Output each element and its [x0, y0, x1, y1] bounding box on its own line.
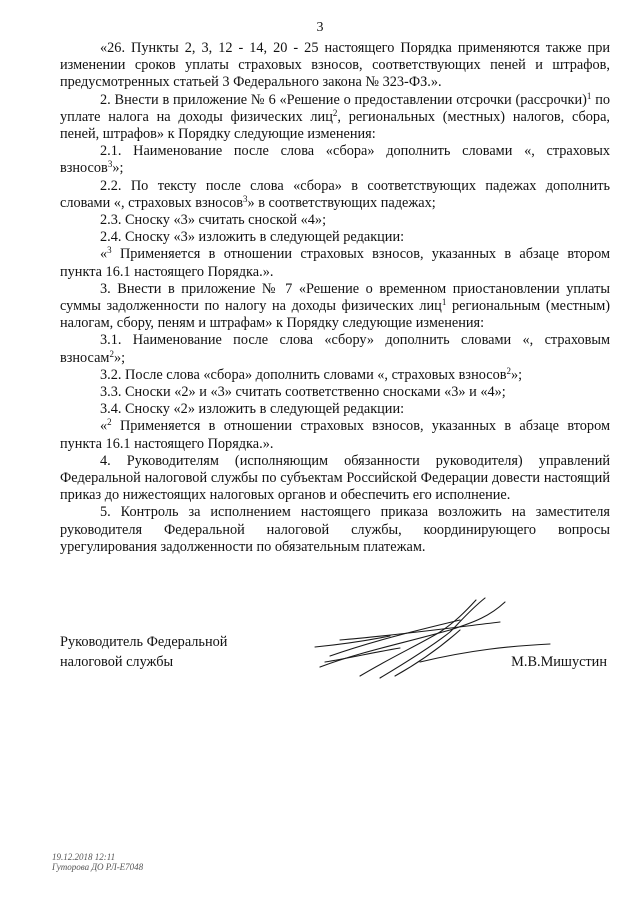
paragraph-3 [60, 281, 610, 333]
paragraph-2-2 [60, 178, 610, 212]
paragraph-3-4: 3.4. Сноску «2» изложить в следующей редакции: [100, 401, 405, 418]
footnote-3-quote: « [100, 246, 108, 263]
paragraph-3-1-text-a: 3.1. Наименование после слова «сбору» дополнить словами «, страховым взносам [60, 332, 610, 366]
footnote-ref-3: 3 [107, 159, 113, 170]
paragraph-3-1 [60, 332, 610, 366]
paragraph-2-2-text-b: » в соответствующих падежах; [247, 194, 436, 211]
paragraph-5: 5. Контроль за исполнением настоящего приказа возложить на заместителя руководителя Федеральной налоговой службы, координирующего вопросы урегулирования задолженности по обязательным платежам. [60, 504, 610, 555]
paragraph-3-2-text-b: »; [510, 366, 523, 383]
document-body [60, 40, 610, 556]
signer-position-line-1: Руководитель Федеральной [60, 634, 228, 650]
paragraph-2-text-a: 2. Внести в приложение № 6 «Решение о предоставлении отсрочки (рассрочки) [100, 91, 587, 108]
paragraph-2-2-text-a: 2.2. По тексту после слова «сбора» в соответствующих падежах дополнить словами «, страховых взносов [60, 177, 610, 211]
footnote-ref-2: 2 [332, 107, 338, 118]
paragraph-4: 4. Руководителям (исполняющим обязанности руководителя) управлений Федеральной налоговой службы по субъектам Российской Федерации довести настоящий приказ до нижестоящих налоговых органов и обеспечить его исполнение. [60, 452, 610, 504]
registration-date: 19.12.2018 12:11 [52, 852, 116, 862]
footnote-ref-2c: 2 [506, 365, 511, 376]
paragraph-2-1-text-a: 2.1. Наименование после слова «сбора» дополнить словами «, страховых взносов [60, 143, 610, 177]
paragraph-2-text-b: по уплате налога на доходы физических лиц [60, 91, 610, 125]
signer-position-line-2: налоговой службы [60, 654, 174, 670]
registration-stamp [52, 852, 143, 872]
footnote-3-marker: 3 [107, 245, 112, 256]
paragraph-2-4: 2.4. Сноску «3» изложить в следующей редакции: [100, 229, 405, 246]
footnote-ref-3b: 3 [243, 193, 248, 204]
paragraph-3-1-text-b: »; [113, 349, 126, 366]
paragraph-3-2 [60, 367, 610, 384]
paragraph-3-2-text-a: 3.2. После слова «сбора» дополнить словами «, страховых взносов [100, 366, 507, 383]
footnote-2-body: Применяется в отношении страховых взносов, указанных в абзаце втором пункта 16.1 настоящего Порядка.». [60, 418, 610, 452]
footnote-2-marker: 2 [107, 417, 112, 428]
page-number: 3 [316, 20, 324, 35]
registration-author: Гуторова ДО РЛ-Е7048 [52, 862, 144, 872]
paragraph-3-3: 3.3. Сноски «2» и «3» считать соответственно сносками «3» и «4»; [100, 384, 506, 401]
paragraph-26: «26. Пункты 2, 3, 12 - 14, 20 - 25 настоящего Порядка применяются также при изменении сроков уплаты страховых взносов, соответствующих пеней и штрафов, предусмотренных статьей 3 Федерального закона № 323-ФЗ.». [60, 40, 610, 91]
footnote-ref-1b: 1 [441, 297, 447, 308]
paragraph-2 [60, 92, 610, 144]
footnote-3-text [60, 246, 610, 280]
signer-name: М.В.Мишустин [511, 654, 607, 670]
paragraph-3-text-b: региональным (местным) налогам, сбору, пеням и штрафам» к Порядку следующие изменения: [60, 298, 610, 332]
paragraph-2-1 [60, 143, 610, 177]
paragraph-3-text-a: 3. Внести в приложение № 7 «Решение о временном приостановлении уплаты суммы задолженности по налогу на доходы физических лиц [60, 280, 610, 315]
paragraph-2-1-text-b: »; [112, 160, 124, 177]
signer-position [60, 632, 227, 672]
footnote-3-body: Применяется в отношении страховых взносов, указанных в абзаце втором пункта 16.1 настоящего Порядка.». [60, 246, 610, 280]
footnote-2-text [60, 418, 610, 452]
signature-block [60, 632, 610, 692]
footnote-ref-2b: 2 [109, 348, 114, 359]
footnote-2-quote: « [100, 418, 108, 435]
paragraph-2-3: 2.3. Сноску «3» считать сноской «4»; [100, 212, 327, 229]
footnote-ref-1: 1 [586, 90, 592, 101]
paragraph-2-text-c: , региональных (местных) налогов, сбора, пеней, штрафов» к Порядку следующие изменения: [60, 108, 610, 143]
